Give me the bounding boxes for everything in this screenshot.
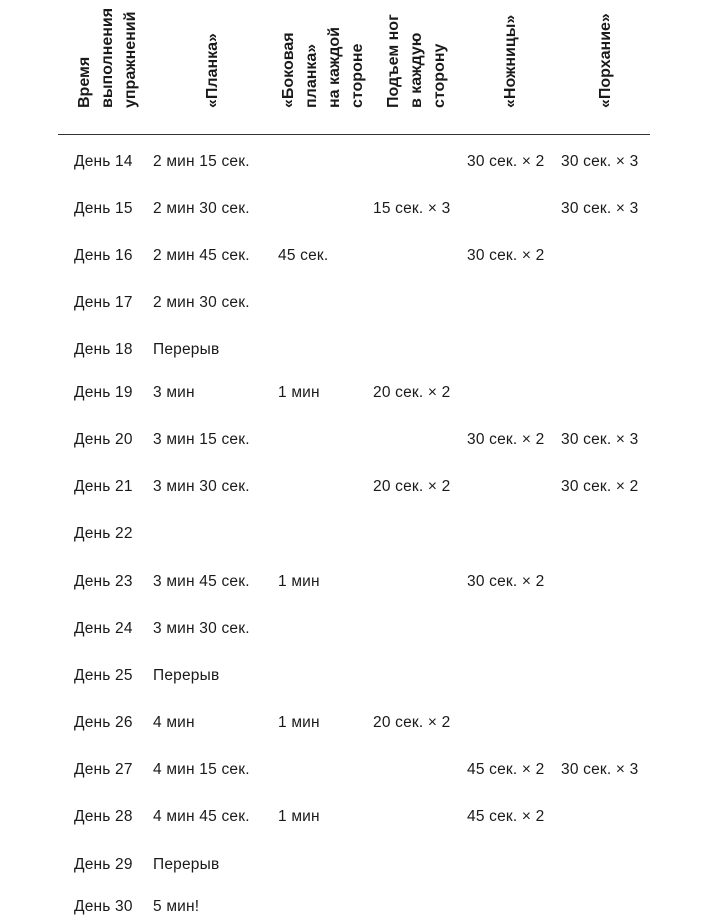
side-plank-cell: 1 мин: [278, 573, 320, 590]
day-cell: День 26: [74, 714, 133, 731]
flutter-cell: 30 сек. × 3: [561, 431, 639, 448]
table-row: [0, 428, 708, 452]
flutter-cell: 30 сек. × 2: [561, 478, 639, 495]
plank-cell: 4 мин: [153, 714, 195, 731]
plank-cell: 3 мин 15 сек.: [153, 431, 250, 448]
plank-cell: 3 мин 30 сек.: [153, 478, 250, 495]
table-row: [0, 475, 708, 499]
day-cell: День 22: [74, 525, 133, 542]
plank-cell: 3 мин 30 сек.: [153, 620, 250, 637]
day-cell: День 14: [74, 153, 133, 170]
plank-cell: 2 мин 30 сек.: [153, 294, 250, 311]
flutter-cell: 30 сек. × 3: [561, 200, 639, 217]
table-row: [0, 895, 708, 919]
day-cell: День 20: [74, 431, 133, 448]
table-row: [0, 570, 708, 594]
day-cell: День 19: [74, 384, 133, 401]
scissors-cell: 30 сек. × 2: [467, 573, 545, 590]
plank-cell: 2 мин 15 сек.: [153, 153, 250, 170]
side-plank-cell: 45 сек.: [278, 247, 329, 264]
header-plank: «Планка»: [204, 33, 221, 108]
plank-cell: 2 мин 45 сек.: [153, 247, 250, 264]
plank-cell: 3 мин: [153, 384, 195, 401]
header-side-plank: «Боковая планка» на каждой стороне: [280, 26, 366, 108]
side-plank-cell: 1 мин: [278, 808, 320, 825]
plank-cell: 3 мин 45 сек.: [153, 573, 250, 590]
table-row: [0, 291, 708, 315]
plank-cell: 4 мин 45 сек.: [153, 808, 250, 825]
day-cell: День 30: [74, 898, 133, 915]
scissors-cell: 30 сек. × 2: [467, 247, 545, 264]
table-row: [0, 150, 708, 174]
day-cell: День 29: [74, 856, 133, 873]
day-cell: День 17: [74, 294, 133, 311]
plank-cell: Перерыв: [153, 341, 220, 358]
header-scissors: «Ножницы»: [502, 14, 519, 108]
day-cell: День 21: [74, 478, 133, 495]
flutter-cell: 30 сек. × 3: [561, 761, 639, 778]
plank-cell: Перерыв: [153, 667, 220, 684]
day-cell: День 16: [74, 247, 133, 264]
side-plank-cell: 1 мин: [278, 714, 320, 731]
leg-raise-cell: 20 сек. × 2: [373, 478, 451, 495]
table-row: [0, 758, 708, 782]
header-flutter: «Порхание»: [597, 13, 614, 108]
scissors-cell: 45 сек. × 2: [467, 808, 545, 825]
day-cell: День 24: [74, 620, 133, 637]
day-cell: День 18: [74, 341, 133, 358]
flutter-cell: 30 сек. × 3: [561, 153, 639, 170]
header-time: Время выполнения упражнений: [76, 7, 139, 108]
table-row: [0, 338, 708, 362]
plank-cell: 5 мин!: [153, 898, 200, 915]
plank-cell: Перерыв: [153, 856, 220, 873]
header-leg-raise: Подъем ног в каждую сторону: [385, 14, 448, 108]
side-plank-cell: 1 мин: [278, 384, 320, 401]
header-divider: [58, 134, 650, 135]
day-cell: День 28: [74, 808, 133, 825]
table-row: [0, 805, 708, 829]
table-row: [0, 617, 708, 641]
day-cell: День 25: [74, 667, 133, 684]
day-cell: День 27: [74, 761, 133, 778]
plank-cell: 2 мин 30 сек.: [153, 200, 250, 217]
leg-raise-cell: 20 сек. × 2: [373, 384, 451, 401]
table-row: [0, 244, 708, 268]
scissors-cell: 30 сек. × 2: [467, 431, 545, 448]
scissors-cell: 30 сек. × 2: [467, 153, 545, 170]
scissors-cell: 45 сек. × 2: [467, 761, 545, 778]
table-row: [0, 381, 708, 405]
table-row: [0, 711, 708, 735]
table-row: [0, 522, 708, 546]
leg-raise-cell: 20 сек. × 2: [373, 714, 451, 731]
table-row: [0, 664, 708, 688]
leg-raise-cell: 15 сек. × 3: [373, 200, 451, 217]
day-cell: День 15: [74, 200, 133, 217]
table-row: [0, 197, 708, 221]
table-row: [0, 853, 708, 877]
plank-cell: 4 мин 15 сек.: [153, 761, 250, 778]
day-cell: День 23: [74, 573, 133, 590]
